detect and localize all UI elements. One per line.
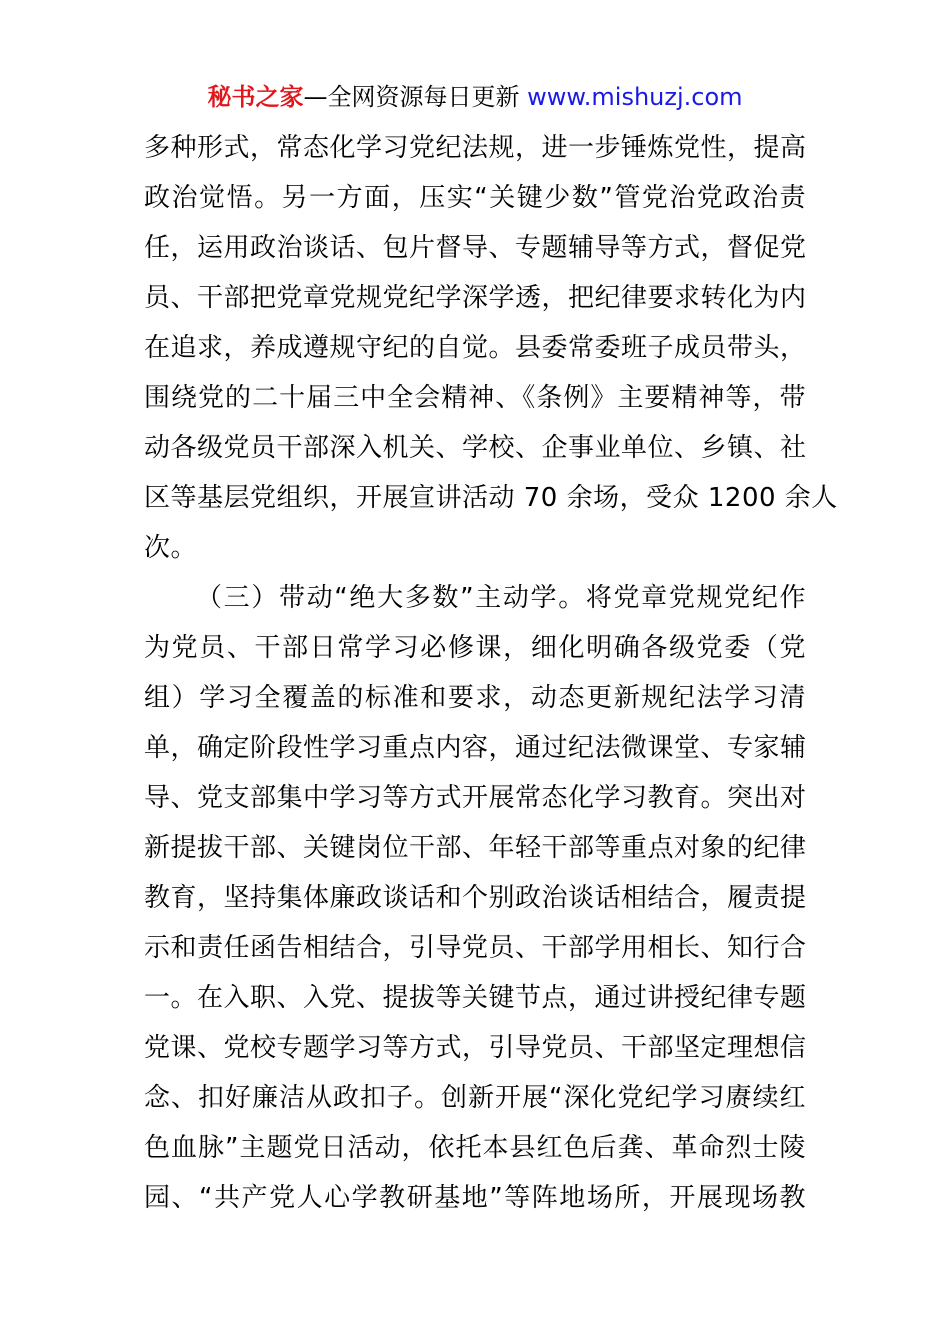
text-line: 次。 — [144, 533, 198, 563]
site-brand: 秘书之家 — [207, 83, 304, 111]
text-line: 单，确定阶段性学习重点内容，通过纪法微课堂、专家辅 — [144, 733, 807, 763]
text-line: 一。在入职、入党、提拔等关键节点，通过讲授纪律专题 — [144, 983, 807, 1013]
text-line: 念、扣好廉洁从政扣子。创新开展“深化党纪学习赓续红 — [144, 1083, 806, 1113]
text-line: 园、“共产党人心学教研基地”等阵地场所，开展现场教 — [144, 1183, 806, 1213]
text-line: 导、党支部集中学习等方式开展常态化学习教育。突出对 — [144, 783, 807, 813]
text-line: 色血脉”主题党日活动，依托本县红色后龚、革命烈士陵 — [144, 1133, 806, 1163]
text-line: 员、干部把党章党规党纪学深学透，把纪律要求转化为内 — [144, 283, 807, 313]
site-url-link[interactable]: www.mishuzj.com — [527, 83, 743, 111]
text-line: 在追求，养成遵规守纪的自觉。县委常委班子成员带头， — [144, 333, 807, 363]
text-line: 新提拔干部、关键岗位干部、年轻干部等重点对象的纪律 — [144, 833, 807, 863]
site-tagline: —全网资源每日更新 — [303, 83, 520, 111]
text-line: 多种形式，常态化学习党纪法规，进一步锤炼党性，提高 — [144, 133, 807, 163]
text-line: 党课、党校专题学习等方式，引导党员、干部坚定理想信 — [144, 1033, 807, 1063]
text-line: 区等基层党组织，开展宣讲活动 70 余场，受众 1200 余人 — [144, 483, 838, 513]
site-header — [0, 80, 950, 114]
text-line: 示和责任函告相结合，引导党员、干部学用相长、知行合 — [144, 933, 807, 963]
section-heading-line: （三）带动“绝大多数”主动学。将党章党规党纪作 — [196, 583, 806, 613]
text-line: 动各级党员干部深入机关、学校、企事业单位、乡镇、社 — [144, 433, 807, 463]
text-line: 为党员、干部日常学习必修课，细化明确各级党委（党 — [144, 633, 806, 663]
text-line: 教育，坚持集体廉政谈话和个别政治谈话相结合，履责提 — [144, 883, 807, 913]
text-line: 围绕党的二十届三中全会精神、《条例》主要精神等，带 — [144, 383, 806, 413]
text-line: 组）学习全覆盖的标准和要求，动态更新规纪法学习清 — [144, 683, 806, 713]
text-line: 任，运用政治谈话、包片督导、专题辅导等方式，督促党 — [144, 233, 807, 263]
text-line: 政治觉悟。另一方面，压实“关键少数”管党治党政治责 — [144, 183, 806, 213]
